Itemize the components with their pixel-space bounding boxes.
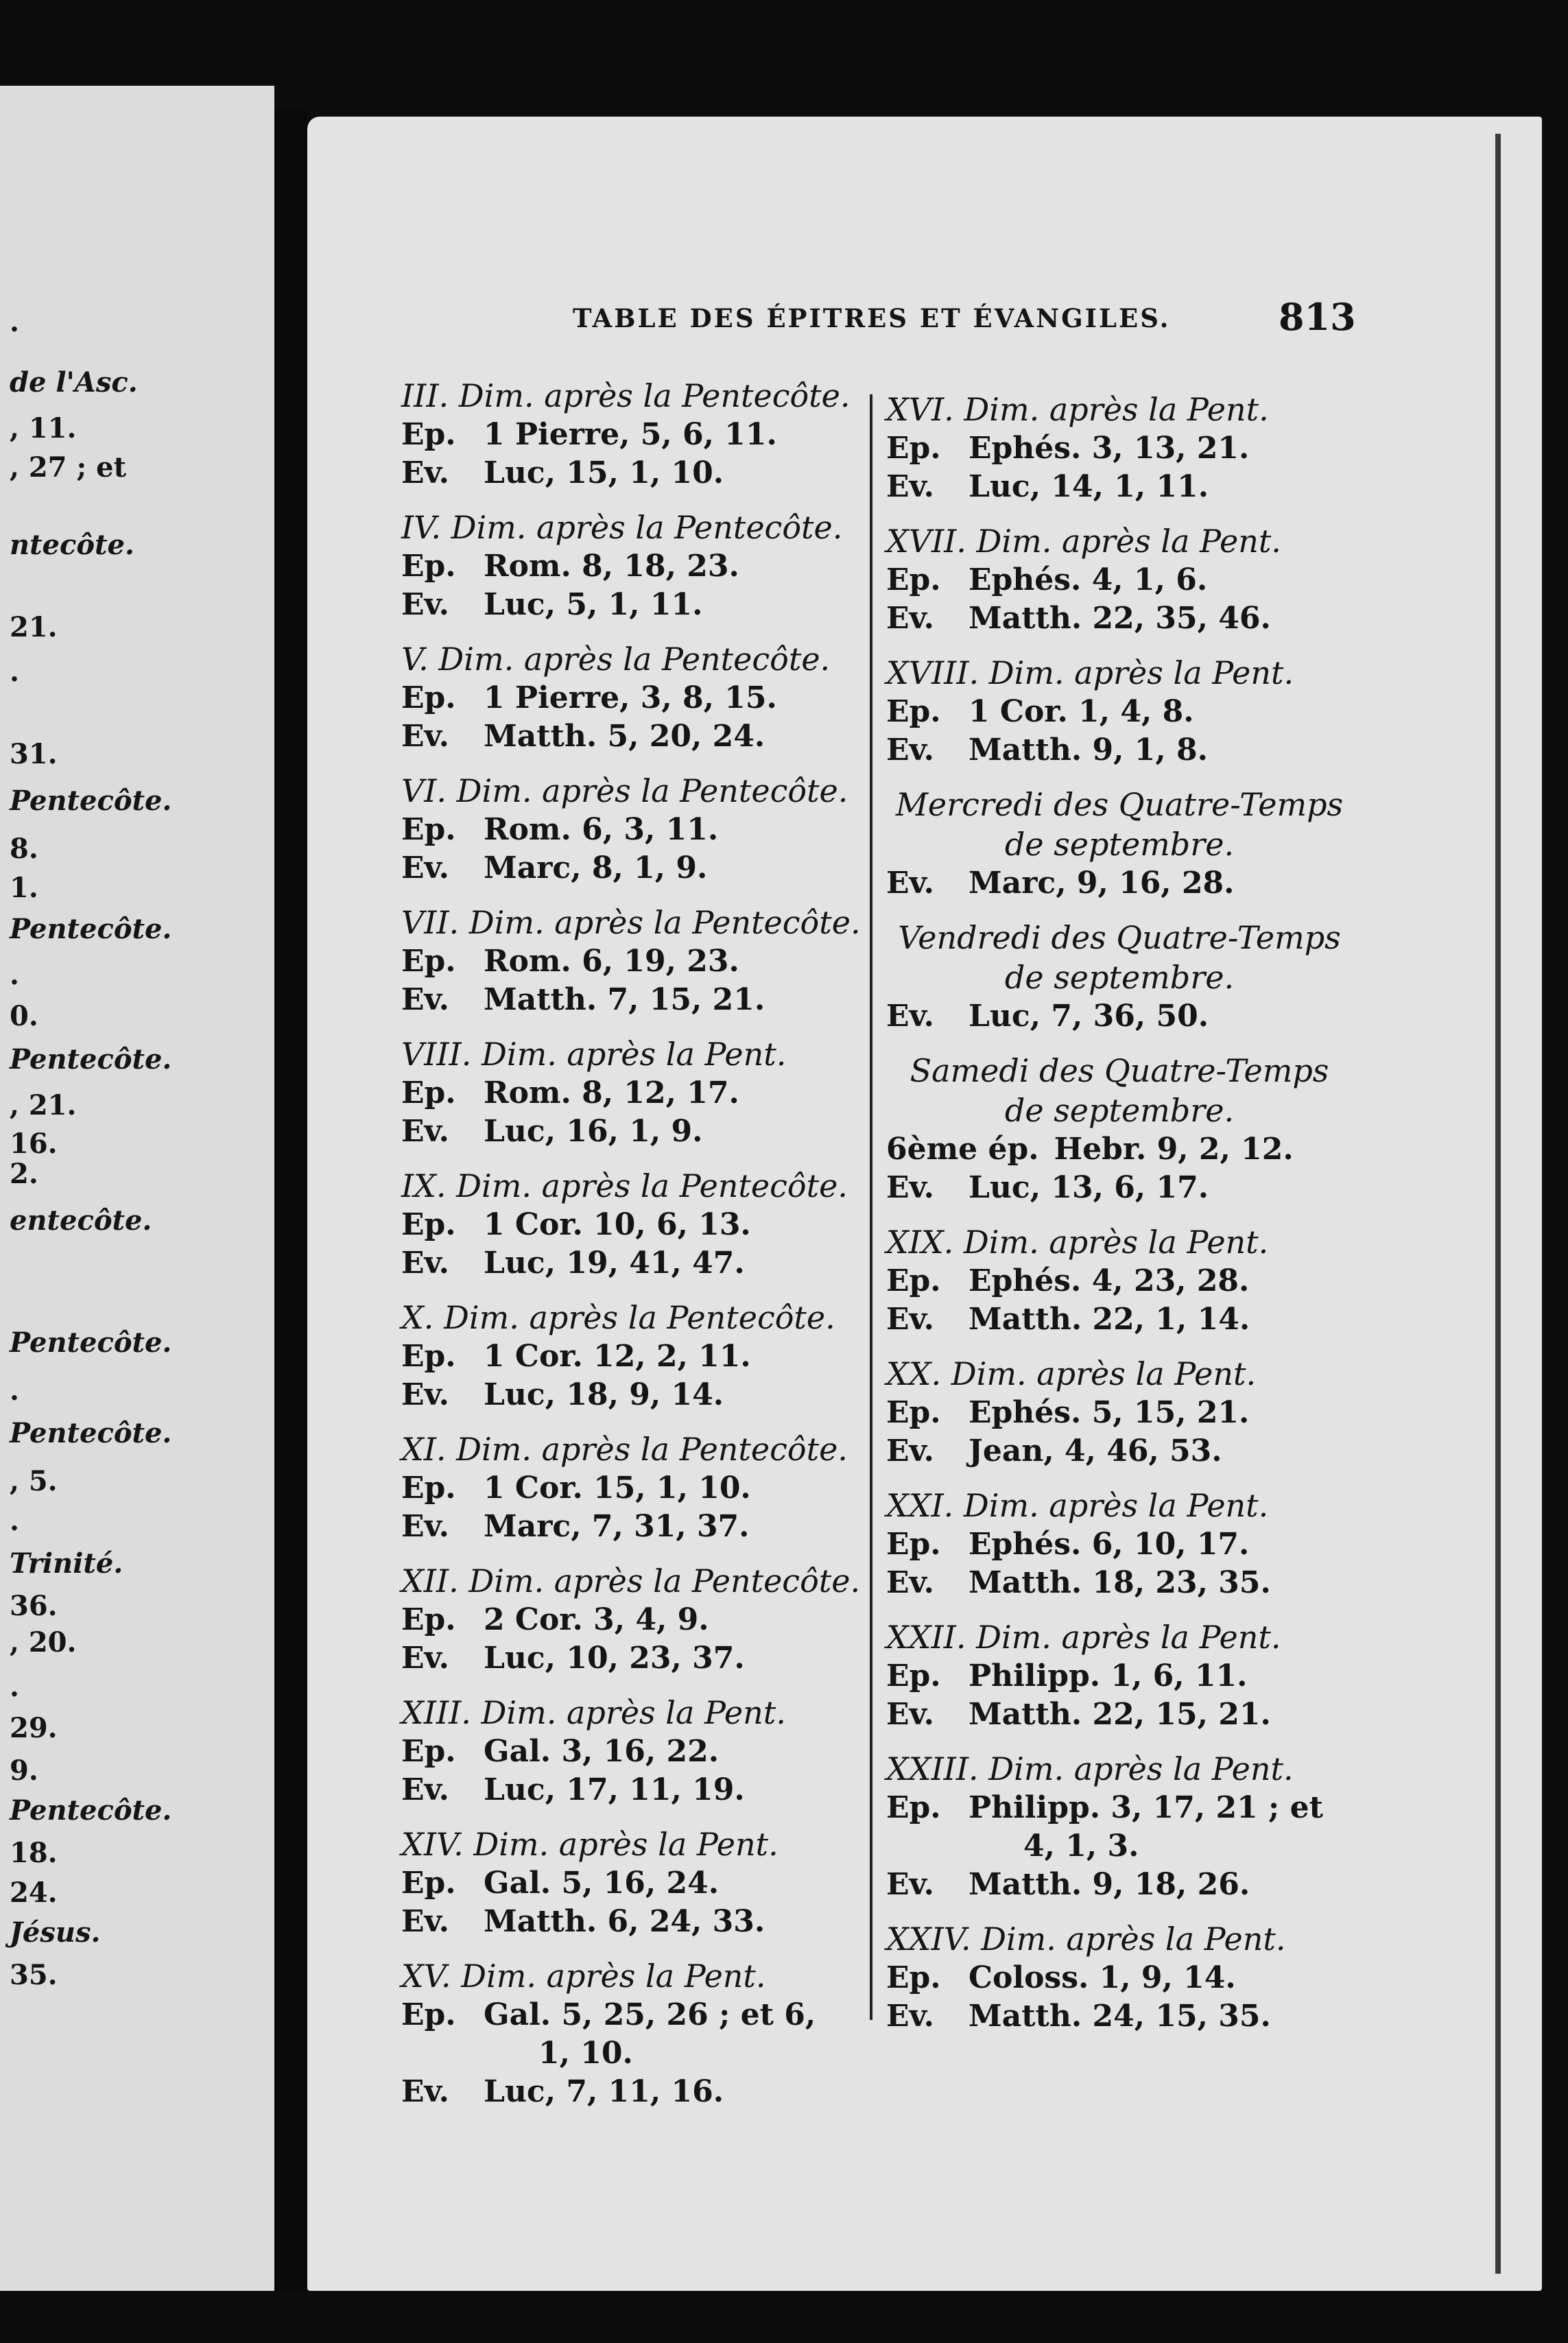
reading-abbrev: Ev. (886, 1302, 934, 1337)
reading-line (401, 849, 875, 888)
reading-reference: Rom. 8, 18, 23. (484, 549, 739, 584)
reading-line (886, 599, 1353, 638)
reading-abbrev: Ep. (886, 1527, 941, 1562)
reading-abbrev: Ev. (886, 601, 934, 636)
reading-reference: Philipp. 1, 6, 11. (969, 1658, 1248, 1693)
reading-abbrev: Ev. (401, 455, 449, 490)
reading-entry (886, 1354, 1353, 1471)
left-page-text-fragment: de l'Asc. (10, 366, 138, 399)
reading-abbrev: Ep. (401, 1471, 456, 1506)
reading-entry (401, 376, 875, 492)
reading-line (401, 1206, 875, 1244)
reading-line (401, 1376, 875, 1414)
reading-line (886, 1564, 1353, 1602)
reading-line (886, 864, 1353, 903)
reading-line (886, 1866, 1353, 1904)
reading-abbrev: Ep. (886, 1960, 941, 1995)
reading-reference: Matth. 22, 1, 14. (969, 1302, 1250, 1337)
reading-line (401, 679, 875, 717)
reading-entry (401, 1824, 875, 1941)
left-page-text-fragment: 1. (10, 872, 38, 904)
reading-line (401, 1508, 875, 1546)
reading-abbrev: Ep. (886, 431, 941, 466)
book-gutter (274, 110, 307, 2291)
reading-reference: Marc, 9, 16, 28. (969, 866, 1235, 901)
left-page-text-fragment: . (10, 656, 19, 688)
left-page-text-fragment: 9. (10, 1755, 38, 1787)
reading-reference: Luc, 18, 9, 14. (484, 1377, 724, 1412)
reading-entry (401, 903, 875, 1019)
left-page-text-fragment: 35. (10, 1959, 58, 1991)
reading-reference: Marc, 7, 31, 37. (484, 1509, 750, 1544)
entry-heading: XXI. Dim. après la Pent. (886, 1487, 1269, 1524)
reading-abbrev: Ev. (886, 999, 934, 1034)
reading-entry (886, 1051, 1353, 1207)
reading-entry (886, 390, 1353, 506)
reading-reference: Luc, 16, 1, 9. (484, 1114, 703, 1149)
reading-line (886, 1432, 1353, 1471)
reading-reference: Luc, 19, 41, 47. (484, 1246, 745, 1281)
reading-reference: 1 Pierre, 3, 8, 15. (484, 680, 777, 715)
reading-reference: 1 Cor. 12, 2, 11. (484, 1339, 751, 1374)
reading-entry (886, 521, 1353, 638)
reading-line (886, 1997, 1353, 2036)
reading-reference: Ephés. 5, 15, 21. (969, 1395, 1250, 1430)
reading-abbrev: Ep. (886, 1790, 941, 1825)
reading-reference: 1 Pierre, 5, 6, 11. (484, 417, 777, 452)
entry-heading: VI. Dim. après la Pentecôte. (401, 772, 848, 809)
reading-line (401, 454, 875, 492)
reading-reference: Philipp. 3, 17, 21 ; et (969, 1790, 1323, 1825)
reading-abbrev: Ev. (886, 1999, 934, 2034)
reading-reference: Luc, 13, 6, 17. (969, 1170, 1209, 1205)
reading-reference: Matth. 24, 15, 35. (969, 1999, 1271, 2034)
reading-reference: Matth. 6, 24, 33. (484, 1904, 765, 1939)
entry-heading: Samedi des Quatre-Temps (910, 1052, 1329, 1089)
reading-abbrev: Ep. (401, 1866, 456, 1901)
reading-reference: Matth. 7, 15, 21. (484, 982, 765, 1017)
reading-reference: Luc, 15, 1, 10. (484, 455, 724, 490)
left-page-text-fragment: Trinité. (10, 1547, 123, 1580)
reading-line (401, 1639, 875, 1678)
entry-heading: VIII. Dim. après la Pent. (401, 1036, 787, 1073)
left-page-text-fragment: 24. (10, 1877, 58, 1909)
reading-entry (886, 785, 1353, 903)
reading-line (886, 1657, 1353, 1696)
entry-heading: XII. Dim. après la Pentecôte. (401, 1562, 861, 1599)
reading-reference: Ephés. 4, 23, 28. (969, 1263, 1250, 1298)
reading-abbrev: Ep. (401, 1075, 456, 1110)
reading-abbrev: 6ème ép. (886, 1132, 1039, 1167)
reading-reference: Luc, 7, 36, 50. (969, 999, 1209, 1034)
left-column (401, 376, 875, 2126)
left-page-text-fragment: ntecôte. (10, 529, 134, 561)
entry-heading: XI. Dim. après la Pentecôte. (401, 1431, 848, 1468)
reading-abbrev: Ep. (886, 1263, 941, 1298)
left-page-text-fragment: 21. (10, 611, 58, 643)
reading-reference: Ephés. 4, 1, 6. (969, 562, 1208, 597)
reading-entry (886, 1222, 1353, 1339)
entry-heading: IV. Dim. après la Pentecôte. (401, 509, 843, 546)
reading-abbrev: Ev. (401, 1509, 449, 1544)
reading-reference: Luc, 17, 11, 19. (484, 1772, 745, 1807)
reading-entry (401, 1034, 875, 1151)
reading-reference: Matth. 22, 15, 21. (969, 1697, 1271, 1732)
left-page-text-fragment: Pentecôte. (10, 1417, 172, 1449)
left-page-text-fragment: . (10, 959, 19, 991)
reading-entry (401, 639, 875, 756)
reading-abbrev: Ep. (401, 417, 456, 452)
reading-entry (401, 1298, 875, 1414)
entry-heading: XXII. Dim. après la Pent. (886, 1619, 1281, 1656)
reading-abbrev: Ev. (886, 1867, 934, 1902)
left-page-text-fragment: 29. (10, 1712, 58, 1744)
reading-reference: Rom. 8, 12, 17. (484, 1075, 739, 1110)
reading-line (401, 1864, 875, 1903)
reading-line (401, 1771, 875, 1809)
reading-entry (401, 1429, 875, 1546)
reading-reference-continuation: 4, 1, 3. (1023, 1829, 1139, 1864)
entry-heading: XX. Dim. après la Pent. (886, 1355, 1257, 1392)
reading-line (886, 693, 1353, 731)
reading-abbrev: Ev. (886, 866, 934, 901)
reading-abbrev: Ep. (401, 1734, 456, 1769)
reading-abbrev: Ev. (401, 1377, 449, 1412)
entry-heading-continuation: de septembre. (1004, 959, 1235, 996)
reading-line (401, 586, 875, 624)
reading-abbrev: Ev. (886, 469, 934, 504)
reading-abbrev: Ev. (886, 1434, 934, 1468)
reading-abbrev: Ev. (886, 1697, 934, 1732)
left-page-text-fragment: , 5. (10, 1465, 58, 1497)
entry-heading: XIII. Dim. après la Pent. (401, 1694, 786, 1731)
reading-entry (886, 653, 1353, 770)
reading-reference: Gal. 5, 16, 24. (484, 1866, 720, 1901)
reading-entry (886, 1749, 1353, 1904)
reading-line (401, 1244, 875, 1283)
reading-entry (886, 1486, 1353, 1602)
left-page-text-fragment: 31. (10, 738, 58, 770)
reading-reference: Luc, 7, 11, 16. (484, 2074, 724, 2109)
reading-entry (886, 1919, 1353, 2036)
running-header-title: TABLE DES ÉPITRES ET ÉVANGILES. (573, 303, 1171, 333)
left-page-fragment (0, 86, 274, 2291)
reading-abbrev: Ev. (401, 1246, 449, 1281)
reading-line (886, 468, 1353, 506)
reading-reference: Luc, 10, 23, 37. (484, 1641, 745, 1676)
reading-line (401, 942, 875, 981)
page-edge (1495, 134, 1501, 2274)
entry-heading: III. Dim. après la Pentecôte. (401, 377, 851, 414)
reading-line (886, 1789, 1353, 1827)
reading-line (886, 1262, 1353, 1300)
reading-abbrev: Ep. (886, 1658, 941, 1693)
reading-line (401, 1337, 875, 1376)
reading-abbrev: Ep. (401, 1602, 456, 1637)
left-page-text-fragment: , 11. (10, 412, 77, 444)
reading-reference: Gal. 5, 25, 26 ; et 6, (484, 1997, 816, 2032)
reading-reference: Rom. 6, 19, 23. (484, 944, 739, 979)
reading-entry (401, 771, 875, 888)
entry-heading: Mercredi des Quatre-Temps (895, 786, 1344, 823)
reading-reference: 1 Cor. 15, 1, 10. (484, 1471, 751, 1506)
reading-entry (886, 1617, 1353, 1734)
reading-abbrev: Ev. (401, 1641, 449, 1676)
entry-heading: XXIV. Dim. après la Pent. (886, 1920, 1286, 1958)
reading-line (401, 1996, 875, 2034)
reading-reference: Marc, 8, 1, 9. (484, 851, 708, 885)
left-page-text-fragment: , 20. (10, 1626, 77, 1658)
reading-line (401, 2073, 875, 2111)
reading-reference: Gal. 3, 16, 22. (484, 1734, 720, 1769)
reading-abbrev: Ep. (401, 944, 456, 979)
reading-reference: Rom. 6, 3, 11. (484, 812, 719, 847)
left-page-text-fragment: 18. (10, 1837, 58, 1869)
reading-reference: Matth. 5, 20, 24. (484, 719, 765, 754)
left-page-text-fragment: . (10, 1375, 19, 1407)
reading-reference: Matth. 9, 1, 8. (969, 733, 1208, 768)
reading-line (401, 1903, 875, 1941)
reading-line (401, 1469, 875, 1508)
entry-heading: VII. Dim. après la Pentecôte. (401, 904, 861, 941)
entry-heading: V. Dim. après la Pentecôte. (401, 641, 831, 678)
reading-line (886, 731, 1353, 770)
reading-abbrev: Ev. (401, 1772, 449, 1807)
reading-line (401, 981, 875, 1019)
left-page-text-fragment: , 27 ; et (10, 451, 127, 484)
reading-line (886, 1130, 1353, 1169)
left-page-text-fragment: Pentecôte. (10, 1043, 172, 1075)
reading-abbrev: Ev. (401, 587, 449, 622)
entry-heading: XV. Dim. après la Pent. (401, 1958, 766, 1995)
entry-heading: XVI. Dim. après la Pent. (886, 391, 1269, 428)
reading-line (401, 1733, 875, 1771)
reading-line (886, 1394, 1353, 1432)
left-page-text-fragment: Pentecôte. (10, 1327, 172, 1359)
entry-heading: XIX. Dim. après la Pent. (886, 1224, 1269, 1261)
reading-entry (401, 508, 875, 624)
entry-heading: XVII. Dim. après la Pent. (886, 523, 1281, 560)
reading-entry (401, 1166, 875, 1283)
reading-abbrev: Ep. (401, 1997, 456, 2032)
reading-entry (401, 1561, 875, 1678)
reading-entry (401, 1956, 875, 2111)
entry-heading: IX. Dim. après la Pentecôte. (401, 1167, 848, 1204)
left-page-text-fragment: Pentecôte. (10, 1794, 172, 1827)
reading-abbrev: Ev. (401, 719, 449, 754)
reading-line (886, 1300, 1353, 1339)
reading-line (401, 416, 875, 454)
entry-heading: XXIII. Dim. après la Pent. (886, 1750, 1294, 1787)
reading-reference: Matth. 22, 35, 46. (969, 601, 1271, 636)
reading-abbrev: Ep. (886, 694, 941, 729)
reading-line (886, 1959, 1353, 1997)
reading-reference: Matth. 18, 23, 35. (969, 1565, 1271, 1600)
reading-reference: Matth. 9, 18, 26. (969, 1867, 1250, 1902)
reading-reference: Coloss. 1, 9, 14. (969, 1960, 1236, 1995)
left-page-text-fragment: Pentecôte. (10, 913, 172, 945)
reading-abbrev: Ev. (401, 2074, 449, 2109)
left-page-text-fragment: . (10, 1671, 19, 1703)
reading-reference: Jean, 4, 46, 53. (969, 1434, 1222, 1468)
reading-line (401, 717, 875, 756)
reading-abbrev: Ev. (401, 1114, 449, 1149)
reading-reference: Ephés. 3, 13, 21. (969, 431, 1250, 466)
reading-abbrev: Ep. (401, 1207, 456, 1242)
reading-line (886, 561, 1353, 599)
left-page-text-fragment: entecôte. (10, 1204, 152, 1237)
reading-abbrev: Ev. (886, 1170, 934, 1205)
reading-reference: 1 Cor. 10, 6, 13. (484, 1207, 751, 1242)
reading-abbrev: Ep. (886, 1395, 941, 1430)
reading-abbrev: Ev. (401, 851, 449, 885)
reading-abbrev: Ev. (401, 982, 449, 1017)
reading-line (886, 429, 1353, 468)
left-page-text-fragment: 2. (10, 1158, 38, 1190)
reading-abbrev: Ep. (401, 549, 456, 584)
reading-line (401, 1113, 875, 1151)
reading-line (401, 547, 875, 586)
entry-heading: XIV. Dim. après la Pent. (401, 1826, 779, 1863)
entry-heading-continuation: de septembre. (1004, 1092, 1235, 1129)
reading-line (886, 1696, 1353, 1734)
reading-line-continuation (401, 2034, 875, 2073)
left-page-text-fragment: 8. (10, 833, 38, 865)
left-page-text-fragment: 36. (10, 1590, 58, 1622)
entry-heading-continuation: de septembre. (1004, 826, 1235, 863)
reading-abbrev: Ev. (886, 1565, 934, 1600)
left-page-text-fragment: 16. (10, 1128, 58, 1160)
reading-reference: Luc, 14, 1, 11. (969, 469, 1209, 504)
entry-heading: Vendredi des Quatre-Temps (898, 919, 1341, 956)
reading-line (886, 1169, 1353, 1207)
right-column (886, 390, 1353, 2051)
reading-line (401, 811, 875, 849)
reading-abbrev: Ep. (401, 1339, 456, 1374)
left-page-text-fragment: . (10, 1505, 19, 1537)
left-page-text-fragment: Pentecôte. (10, 785, 172, 817)
reading-line (401, 1601, 875, 1639)
reading-abbrev: Ev. (401, 1904, 449, 1939)
reading-reference: 2 Cor. 3, 4, 9. (484, 1602, 709, 1637)
reading-entry (886, 918, 1353, 1036)
entry-heading: X. Dim. après la Pentecôte. (401, 1299, 835, 1336)
reading-abbrev: Ep. (401, 680, 456, 715)
reading-abbrev: Ep. (886, 562, 941, 597)
left-page-text-fragment: Jésus. (10, 1916, 101, 1949)
reading-line (886, 997, 1353, 1036)
reading-reference: Luc, 5, 1, 11. (484, 587, 703, 622)
reading-reference: 1 Cor. 1, 4, 8. (969, 694, 1194, 729)
entry-heading: XVIII. Dim. après la Pent. (886, 654, 1294, 691)
page-number: 813 (1279, 295, 1356, 339)
reading-line (886, 1525, 1353, 1564)
reading-entry (401, 1693, 875, 1809)
reading-reference-continuation: 1, 10. (538, 2036, 633, 2071)
reading-abbrev: Ev. (886, 733, 934, 768)
reading-line (401, 1074, 875, 1113)
reading-reference: Hebr. 9, 2, 12. (1054, 1132, 1294, 1167)
reading-reference: Ephés. 6, 10, 17. (969, 1527, 1250, 1562)
left-page-text-fragment: , 21. (10, 1089, 77, 1121)
reading-line-continuation (886, 1827, 1353, 1866)
left-page-text-fragment: 0. (10, 1000, 38, 1032)
left-page-text-fragment: . (10, 306, 19, 338)
reading-abbrev: Ep. (401, 812, 456, 847)
